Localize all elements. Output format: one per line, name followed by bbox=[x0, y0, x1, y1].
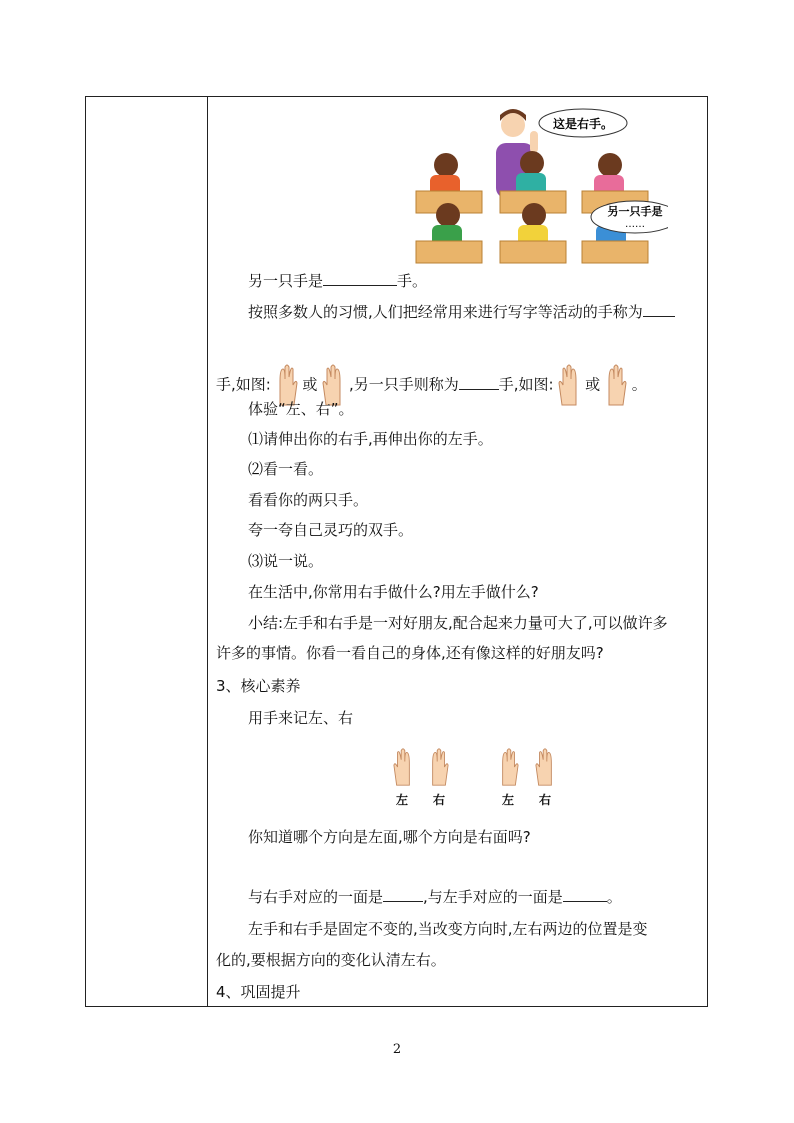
svg-text:这是右手。: 这是右手。 bbox=[552, 117, 614, 131]
right-hand-back-icon bbox=[534, 747, 556, 787]
line-fixed-2: 化的,要根据方向的变化认清左右。 bbox=[216, 951, 446, 969]
left-hand-back-icon bbox=[605, 363, 627, 407]
line-habit: 按照多数人的习惯,人们把经常用来进行写字等活动的手称为 bbox=[248, 302, 675, 322]
speech-bubble-student bbox=[591, 201, 668, 233]
svg-text:另一只手是: 另一只手是 bbox=[607, 205, 663, 218]
lesson-table bbox=[85, 96, 708, 1007]
label-left-2: 左 bbox=[502, 793, 515, 807]
classroom-illustration bbox=[308, 103, 668, 271]
section-consolidate: 4、巩固提升 bbox=[216, 983, 301, 1001]
line-daily-life: 在生活中,你常用右手做什么?用左手做什么? bbox=[248, 583, 539, 601]
line-fixed-1: 左手和右手是固定不变的,当改变方向时,左右两边的位置是变 bbox=[248, 920, 648, 938]
label-right-1: 右 bbox=[433, 793, 446, 807]
section-core-literacy: 3、核心素养 bbox=[216, 677, 301, 695]
label-left-1: 左 bbox=[396, 793, 409, 807]
left-hand-icon bbox=[392, 747, 414, 787]
line-other-hand: 另一只手是 手。 bbox=[248, 272, 428, 290]
line-step-3: ⑶说一说。 bbox=[248, 552, 324, 570]
content-cell bbox=[208, 97, 707, 1006]
line-direction-question: 你知道哪个方向是左面,哪个方向是右面吗? bbox=[248, 828, 531, 846]
label-right-2: 右 bbox=[539, 793, 552, 807]
line-summary-2: 许多的事情。你看一看自己的身体,还有像这样的好朋友吗? bbox=[216, 644, 604, 662]
line-experience: 体验“左、右”。 bbox=[248, 400, 354, 418]
left-hand-icon bbox=[558, 363, 580, 407]
line-hands-remember: 用手来记左、右 bbox=[248, 709, 354, 727]
line-look-hands: 看看你的两只手。 bbox=[248, 491, 369, 509]
line-hand-figures: 手,如图: 或 ,另一只手则称为 手,如图: 或 。 bbox=[216, 363, 647, 407]
line-step-1: ⑴请伸出你的右手,再伸出你的左手。 bbox=[248, 430, 493, 448]
page-number: 2 bbox=[392, 1042, 402, 1057]
svg-text:……: …… bbox=[625, 219, 645, 230]
line-step-2: ⑵看一看。 bbox=[248, 460, 324, 478]
line-praise-hands: 夸一夸自己灵巧的双手。 bbox=[248, 521, 414, 539]
right-hand-icon bbox=[428, 747, 450, 787]
line-summary-1: 小结:左手和右手是一对好朋友,配合起来力量可大了,可以做许多 bbox=[248, 614, 668, 632]
speech-bubble-teacher bbox=[539, 109, 627, 137]
left-hand-back-icon bbox=[498, 747, 520, 787]
line-correspond: 与右手对应的一面是 ,与左手对应的一面是 。 bbox=[248, 888, 622, 906]
